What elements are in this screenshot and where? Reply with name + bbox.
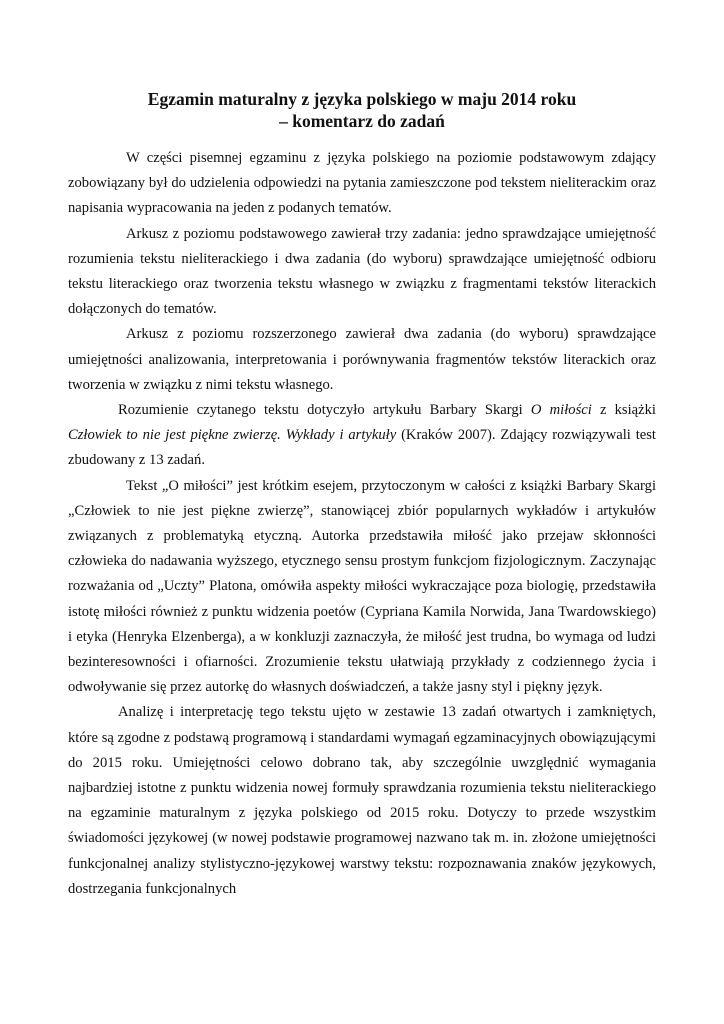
paragraph-4 [68,398,656,474]
paragraph-4-text-a: Rozumienie czytanego tekstu dotyczyło artykułu Barbary Skargi [118,402,531,419]
paragraph-4-text-b: z książki [591,402,656,419]
document-page [68,88,656,902]
book-title: Człowiek to nie jest piękne zwierzę. Wykłady i artykuły [68,427,397,444]
document-title [68,88,656,132]
paragraph-6: Analizę i interpretację tego tekstu ujęto w zestawie 13 zadań otwartych i zamkniętych, które są zgodne z podstawą programową i standardami wymagań egzaminacyjnych obowiązującymi do 2015 roku. Umiejętności celowo dobrano tak, aby szczególnie uwzględnić wymagania najbardziej istotne z punktu widzenia nowej formuły sprawdzania rozumienia tekstu nieliterackiego na egzaminie maturalnym z języka polskiego od 2015 roku. Dotyczy to przede wszystkim świadomości językowej (w nowej podstawie programowej nazwano tak m. in. złożone umiejętności funkcjonalnej analizy stylistyczno-językowej warstwy tekstu: rozpoznawania znaków językowych, dostrzegania funkcjonalnych [68,704,656,897]
paragraph-2: Arkusz z poziomu podstawowego zawierał trzy zadania: jedno sprawdzające umiejętność rozumienia tekstu nieliterackiego i dwa zadania (do wyboru) sprawdzające umiejętność odbioru tekstu literackiego oraz tworzenia tekstu własnego w związku z fragmentami tekstów literackich dołączonych do tematów. [68,225,656,318]
paragraph-1: W części pisemnej egzaminu z języka polskiego na poziomie podstawowym zdający zobowiązany był do udzielenia odpowiedzi na pytania zamieszczone pod tekstem nieliterackim oraz napisania wypracowania na jeden z podanych tematów. [68,150,656,217]
paragraph-5: Tekst „O miłości” jest krótkim esejem, przytoczonym w całości z książki Barbary Skargi „Człowiek to nie jest piękne zwierzę”, stanowiącej zbiór popularnych wykładów i artykułów związanych z problematyką etyczną. Autorka przedstawiła miłość jako przejaw skłonności człowieka do nadawania wyższego, etycznego sensu prostym funkcjom fizjologicznym. Zaczynając rozważania od „Uczty” Platona, omówiła aspekty miłości wykraczające poza biologię, przedstawiła istotę miłości również z punktu widzenia poetów (Cypriana Kamila Norwida, Jana Twardowskiego) i etyka (Henryka Elzenberga), a w konkluzji zaznaczyła, że miłość jest trudna, bo wymaga od ludzi bezinteresowności i ofiarności. Zrozumienie tekstu ułatwiają przykłady z codziennego życia i odwoływanie się przez autorkę do własnych doświadczeń, a także jasny styl i piękny język. [68,477,656,696]
title-line-1: Egzamin maturalny z języka polskiego w maju 2014 roku [147,89,577,109]
title-line-2: – komentarz do zadań [279,111,445,131]
paragraph-4-text-c: (Kraków 2007). Zdający rozwiązywali test zbudowany z 13 zadań. [68,427,656,469]
article-title: O miłości [530,402,592,419]
paragraph-3: Arkusz z poziomu rozszerzonego zawierał dwa zadania (do wyboru) sprawdzające umiejętności analizowania, interpretowania i porównywania fragmentów tekstów literackich oraz tworzenia w związku z nimi tekstu własnego. [68,326,656,393]
